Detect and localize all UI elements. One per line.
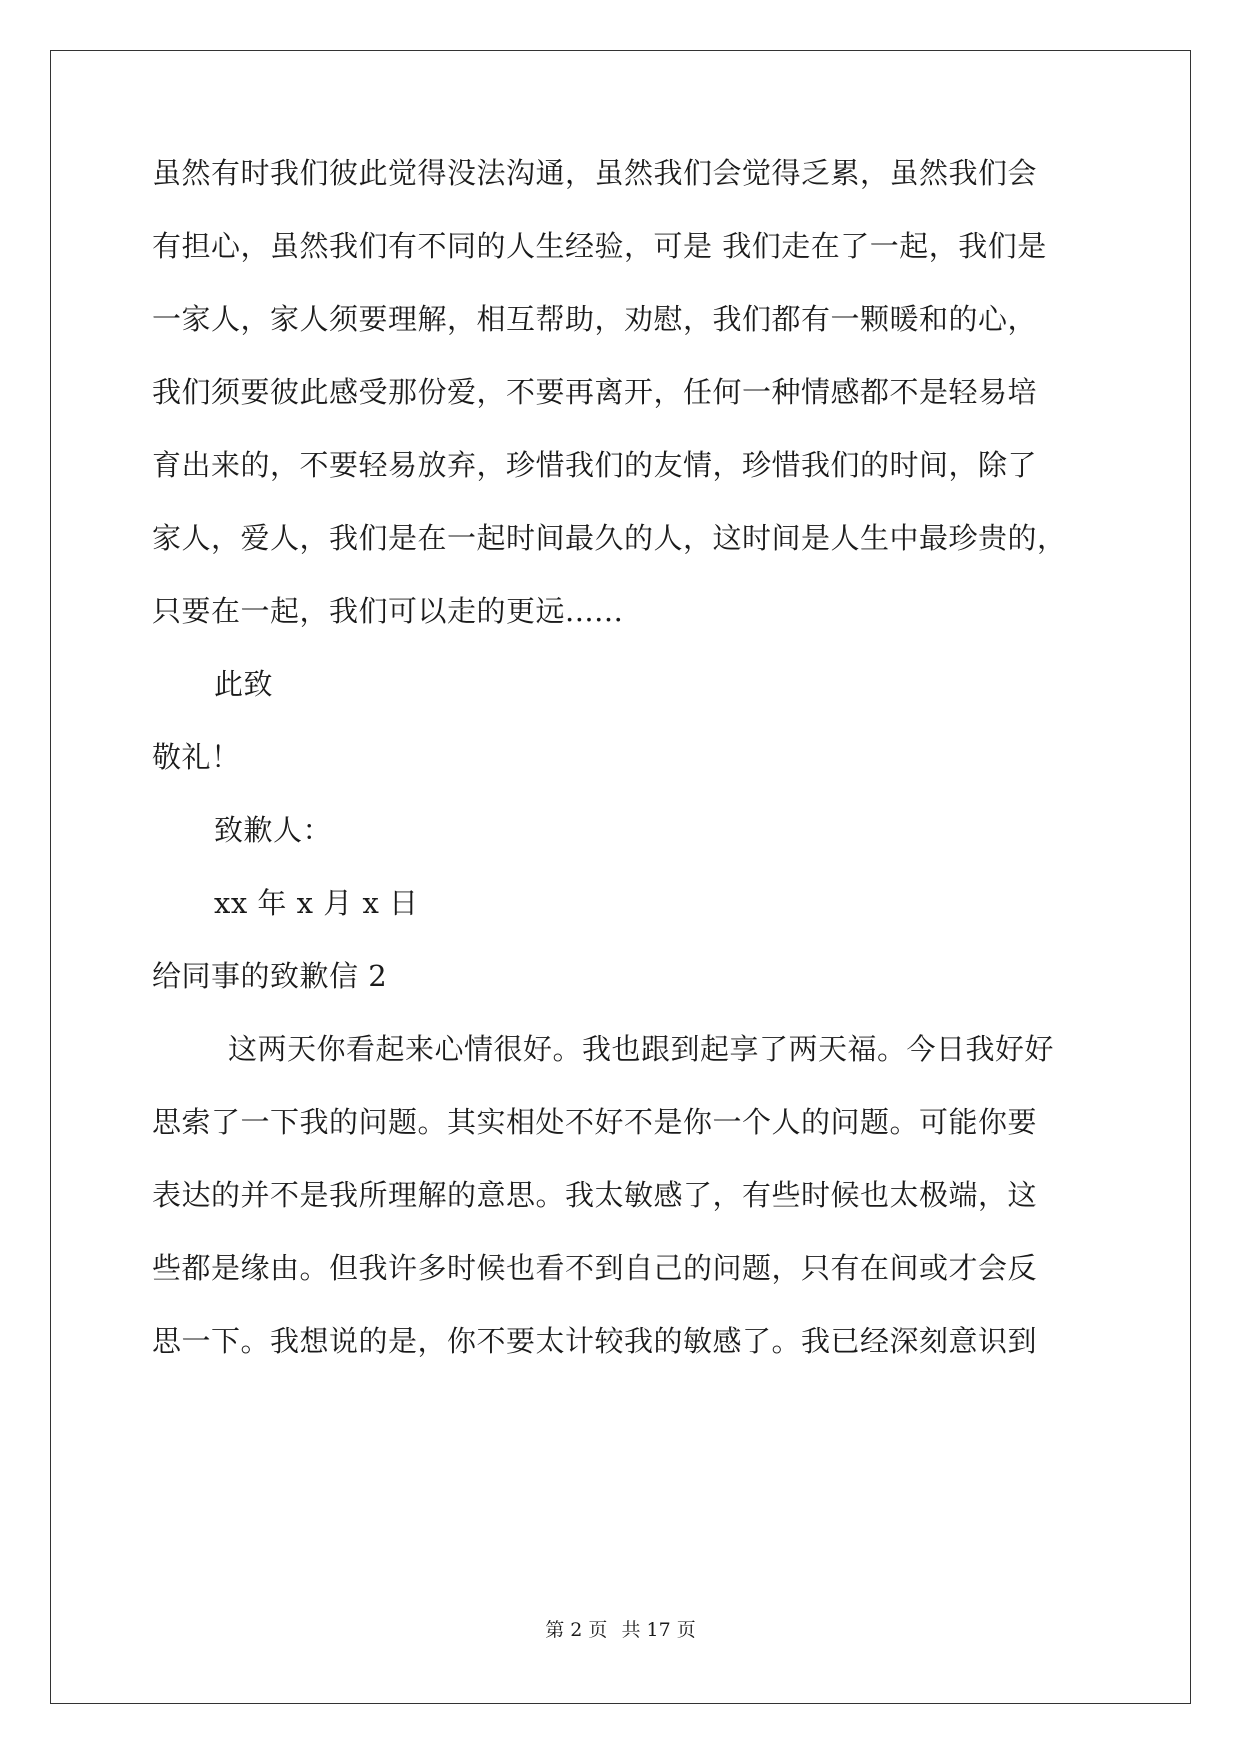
paragraph-line: 家人，爱人，我们是在一起时间最久的人，这时间是人生中最珍贵的， [152, 521, 1067, 555]
page-border [50, 50, 1191, 1704]
page-total: 共 17 页 [621, 1619, 696, 1641]
signature-label: 致歉人： [214, 813, 333, 847]
date-line: xx 年 x 月 x 日 [214, 886, 419, 920]
paragraph-line: 思一下。我想说的是，你不要太计较我的敏感了。我已经深刻意识到 [152, 1324, 1038, 1358]
paragraph-line: 育出来的，不要轻易放弃，珍惜我们的友情，珍惜我们的时间，除了 [152, 448, 1038, 482]
paragraph-line: 这两天你看起来心情很好。我也跟到起享了两天福。今日我好好 [228, 1032, 1055, 1066]
paragraph-line: 只要在一起，我们可以走的更远...... [152, 594, 624, 628]
page-number: 第 2 页 [545, 1619, 608, 1641]
paragraph-line: 表达的并不是我所理解的意思。我太敏感了，有些时候也太极端，这 [152, 1178, 1038, 1212]
paragraph-line: 我们须要彼此感受那份爱，不要再离开，任何一种情感都不是轻易培 [152, 375, 1038, 409]
page-footer [0, 1618, 1241, 1642]
paragraph-line: 一家人，家人须要理解，相互帮助，劝慰，我们都有一颗暖和的心， [152, 302, 1038, 336]
closing-respect: 敬礼！ [152, 740, 241, 774]
paragraph-line: 有担心，虽然我们有不同的人生经验，可是 我们走在了一起，我们是 [152, 229, 1047, 263]
paragraph-line: 虽然有时我们彼此觉得没法沟通，虽然我们会觉得乏累，虽然我们会 [152, 156, 1038, 190]
paragraph-line: 些都是缘由。但我许多时候也看不到自己的问题，只有在间或才会反 [152, 1251, 1038, 1285]
section-title: 给同事的致歉信 2 [152, 959, 388, 993]
closing-salutation: 此致 [214, 667, 274, 701]
paragraph-line: 思索了一下我的问题。其实相处不好不是你一个人的问题。可能你要 [152, 1105, 1038, 1139]
